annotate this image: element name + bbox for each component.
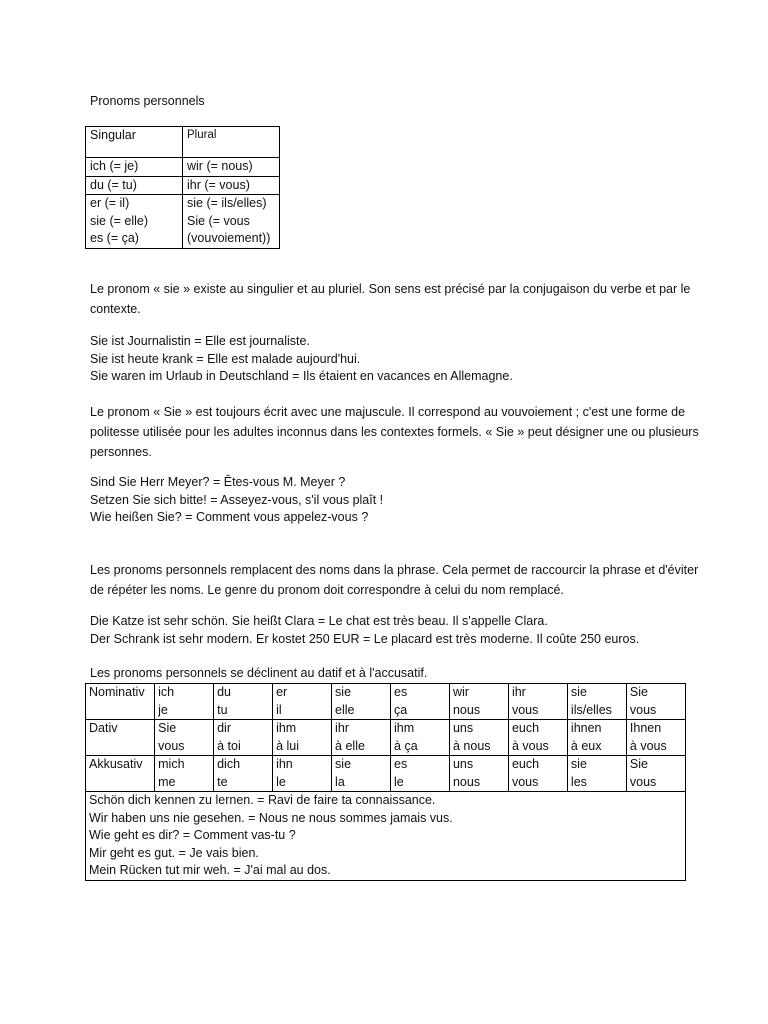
example-sentence: Wie geht es dir? = Comment vas-tu ? xyxy=(89,828,296,842)
french-pronoun: à lui xyxy=(276,738,300,753)
french-pronoun: le xyxy=(394,774,404,789)
declension-cell xyxy=(567,720,626,756)
declension-cell xyxy=(508,720,567,756)
case-label: Nominativ xyxy=(86,684,155,720)
examples-block-3 xyxy=(90,613,700,648)
german-pronoun: Sie xyxy=(158,721,177,735)
french-pronoun: à eux xyxy=(570,738,602,753)
german-pronoun: euch xyxy=(511,721,540,735)
declension-row-dativ xyxy=(86,720,686,756)
german-pronoun: Sie xyxy=(629,685,648,699)
declension-cell xyxy=(214,720,273,756)
table-cell: du (= tu) xyxy=(86,176,183,195)
example-line: Sie ist heute krank = Elle est malade aujourd'hui. xyxy=(90,351,361,366)
declension-row-akkusativ xyxy=(86,756,686,792)
german-pronoun: er xyxy=(276,685,288,699)
french-pronoun: elle xyxy=(335,702,355,717)
german-pronoun: ich xyxy=(158,685,175,699)
declension-cell xyxy=(626,756,685,792)
declension-cell xyxy=(449,684,508,720)
german-pronoun: ihn xyxy=(276,757,293,771)
french-pronoun: nous xyxy=(452,774,481,789)
declension-cell xyxy=(567,756,626,792)
declension-cell xyxy=(391,684,450,720)
declension-cell xyxy=(155,684,214,720)
declension-cell xyxy=(155,756,214,792)
declension-cell xyxy=(449,756,508,792)
example-line: Sie waren im Urlaub in Deutschland = Ils étaient en vacances en Allemagne. xyxy=(90,369,513,383)
french-pronoun: vous xyxy=(629,774,657,789)
german-pronoun: ihm xyxy=(394,721,415,735)
german-pronoun: uns xyxy=(452,721,474,735)
table-cell: ihr (= vous) xyxy=(183,176,280,195)
header-singular: Singular xyxy=(86,127,183,158)
german-pronoun: wir xyxy=(452,685,469,699)
german-pronoun: sie xyxy=(570,757,587,771)
declension-row-nominativ xyxy=(86,684,686,720)
page-title: Pronoms personnels xyxy=(90,94,205,108)
french-pronoun: les xyxy=(570,774,587,789)
declension-cell xyxy=(273,684,332,720)
french-pronoun: nous xyxy=(452,702,481,717)
french-pronoun: à vous xyxy=(629,738,667,753)
declension-cell xyxy=(273,756,332,792)
paragraph-sie-singular-plural: Le pronom « sie » existe au singulier et au pluriel. Son sens est précisé par la conjugaison du verbe et par le contexte. xyxy=(90,282,691,316)
table-cell: ich (= je) xyxy=(86,158,183,177)
french-pronoun: le xyxy=(276,774,286,789)
german-pronoun: euch xyxy=(511,757,540,771)
french-pronoun: tu xyxy=(217,702,228,717)
german-pronoun: dir xyxy=(217,721,232,735)
example-sentence: Wir haben uns nie gesehen. = Nous ne nous sommes jamais vus. xyxy=(89,810,453,825)
declension-cell xyxy=(214,684,273,720)
german-pronoun: uns xyxy=(452,757,474,771)
german-pronoun: Ihnen xyxy=(629,721,662,735)
french-pronoun: ils/elles xyxy=(570,702,612,717)
french-pronoun: te xyxy=(217,774,228,789)
table-cell: wir (= nous) xyxy=(183,158,280,177)
french-pronoun: vous xyxy=(511,702,539,717)
french-pronoun: vous xyxy=(511,774,539,789)
declension-cell xyxy=(391,720,450,756)
german-pronoun: dich xyxy=(217,757,241,771)
german-pronoun: Sie xyxy=(629,757,648,771)
french-pronoun: à vous xyxy=(511,738,549,753)
french-pronoun: à elle xyxy=(335,738,365,753)
paragraph-replace-nouns: Les pronoms personnels remplacent des noms dans la phrase. Cela permet de raccourcir la phrase et d'éviter de répéter les noms. Le genre du pronom doit correspondre à celui du nom remplacé. xyxy=(90,563,699,597)
table-row xyxy=(86,195,280,249)
french-pronoun: la xyxy=(335,774,345,789)
declension-cell xyxy=(273,720,332,756)
declension-cell xyxy=(332,720,391,756)
french-pronoun: vous xyxy=(629,702,657,717)
case-label: Dativ xyxy=(86,720,155,756)
german-pronoun: sie xyxy=(570,685,587,699)
french-pronoun: il xyxy=(276,702,282,717)
german-pronoun: du xyxy=(217,685,232,699)
example-line: Die Katze ist sehr schön. Sie heißt Clara = Le chat est très beau. Il s'appelle Clara. xyxy=(90,614,548,628)
german-pronoun: es xyxy=(394,757,408,771)
example-sentence: Schön dich kennen zu lernen. = Ravi de faire ta connaissance. xyxy=(89,793,436,807)
example-sentences-cell xyxy=(86,792,686,881)
french-pronoun: à nous xyxy=(452,738,491,753)
french-pronoun: ça xyxy=(394,702,408,717)
paragraph-declension: Les pronoms personnels se déclinent au datif et à l'accusatif. xyxy=(90,666,428,680)
french-pronoun: je xyxy=(158,702,168,717)
french-pronoun: vous xyxy=(158,738,185,753)
declension-cell xyxy=(332,756,391,792)
declension-cell xyxy=(391,756,450,792)
declension-cell xyxy=(214,756,273,792)
german-pronoun: ihm xyxy=(276,721,297,735)
example-line: Sind Sie Herr Meyer? = Êtes-vous M. Meyer ? xyxy=(90,475,346,489)
declension-cell xyxy=(155,720,214,756)
example-line: Sie ist Journalistin = Elle est journaliste. xyxy=(90,334,310,348)
german-pronoun: sie xyxy=(335,685,352,699)
paragraph-formal-sie: Le pronom « Sie » est toujours écrit avec une majuscule. Il correspond au vouvoiement ; c'est une forme de politesse utilisée pour les adultes inconnus dans les contextes formels. « Sie » peut désigner une ou plusieurs personnes. xyxy=(90,405,699,459)
german-pronoun: ihnen xyxy=(570,721,602,735)
german-pronoun: ihr xyxy=(335,721,349,735)
german-pronoun: sie xyxy=(335,757,352,771)
table-row xyxy=(86,176,280,195)
declension-cell xyxy=(567,684,626,720)
example-sentences-row xyxy=(86,792,686,881)
german-pronoun: mich xyxy=(158,757,185,771)
example-sentence: Mir geht es gut. = Je vais bien. xyxy=(89,845,259,860)
declension-cell xyxy=(626,720,685,756)
case-label: Akkusativ xyxy=(86,756,155,792)
examples-block-2 xyxy=(90,474,700,527)
french-pronoun: à ça xyxy=(394,738,418,753)
header-plural: Plural xyxy=(183,127,280,158)
table-row xyxy=(86,158,280,177)
example-sentence: Mein Rücken tut mir weh. = J'ai mal au dos. xyxy=(89,863,331,877)
german-pronoun: es xyxy=(394,685,408,699)
declension-cell xyxy=(508,684,567,720)
example-line: Wie heißen Sie? = Comment vous appelez-vous ? xyxy=(90,510,369,524)
examples-block-1 xyxy=(90,333,700,386)
example-line: Der Schrank ist sehr modern. Er kostet 250 EUR = Le placard est très moderne. Il coûte 250 euros. xyxy=(90,631,640,646)
declension-cell xyxy=(332,684,391,720)
example-line: Setzen Sie sich bitte! = Asseyez-vous, s'il vous plaît ! xyxy=(90,492,384,507)
declension-cell xyxy=(626,684,685,720)
declension-cell xyxy=(508,756,567,792)
german-pronoun: ihr xyxy=(511,685,526,699)
declension-cell xyxy=(449,720,508,756)
table-header-row xyxy=(86,127,280,158)
french-pronoun: me xyxy=(158,774,176,789)
french-pronoun: à toi xyxy=(217,738,241,753)
table-cell: er (= il) sie (= elle) es (= ça) xyxy=(86,195,183,249)
table-cell: sie (= ils/elles) Sie (= vous (vouvoiement)) xyxy=(183,195,280,249)
declension-table xyxy=(85,683,686,881)
pronoun-table xyxy=(85,126,280,249)
